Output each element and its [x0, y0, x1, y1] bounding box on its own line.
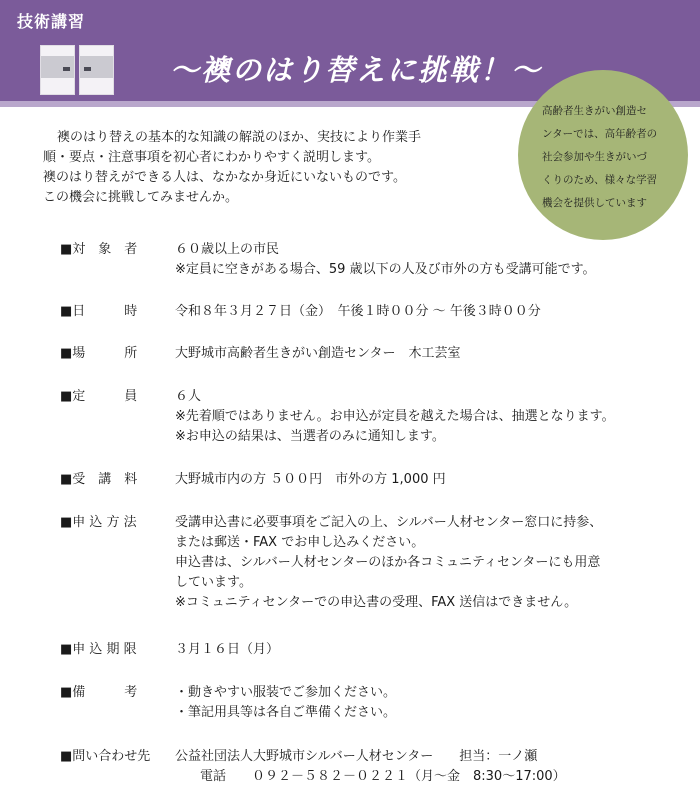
sliding-door-icon	[40, 45, 114, 95]
detail-label: ■問い合わせ先	[60, 749, 151, 764]
detail-label: ■受 講 料	[60, 472, 138, 487]
intro-text	[43, 128, 503, 208]
detail-label: ■場 所	[60, 346, 138, 361]
circle-line: 機会を提供しています	[542, 197, 647, 209]
detail-line: 受講申込書に必要事項をご記入の上、シルバー人材センター窓口に持参、	[175, 515, 603, 530]
intro-line: この機会に挑戦してみませんか。	[43, 190, 239, 205]
detail-value	[175, 747, 695, 787]
detail-label: ■対 象 者	[60, 242, 138, 257]
detail-line: ３月１６日（月）	[175, 642, 280, 657]
detail-line: ６人	[175, 389, 202, 404]
detail-line: ・筆記用具等は各自ご準備ください。	[175, 705, 397, 720]
detail-line: 大野城市高齢者生きがい創造センター 木工芸室	[175, 346, 461, 361]
detail-line: 令和８年３月２７日（金） 午後１時００分 ～ 午後３時００分	[175, 304, 541, 319]
detail-line: しています。	[175, 575, 252, 590]
detail-value	[175, 683, 695, 723]
detail-value	[175, 344, 695, 364]
circle-line: ンターでは、高年齢者の	[542, 128, 658, 140]
detail-line: 申込書は、シルバー人材センターのほか各コミュニティセンターにも用意	[175, 555, 601, 570]
circle-line: 社会参加や生きがいづ	[542, 151, 647, 163]
detail-line: ※お申込の結果は、当選者のみに通知します。	[175, 429, 445, 444]
right-door-panel	[79, 45, 114, 95]
detail-line: ※コミュニティセンターでの申込書の受理、FAX 送信はできません。	[175, 595, 578, 610]
detail-value	[175, 387, 695, 447]
detail-label: ■日 時	[60, 304, 138, 319]
detail-line: 公益社団法人大野城市シルバー人材センター 担当：一ノ瀬	[175, 749, 538, 764]
detail-line: 電話 ０９２－５８２－０２２１（月～金 8:30～17:00）	[200, 769, 566, 784]
intro-line: 順・要点・注意事項を初心者にわかりやすく説明します。	[43, 150, 380, 165]
left-door-panel	[40, 45, 75, 95]
detail-label: ■備 考	[60, 685, 138, 700]
detail-value	[175, 240, 695, 280]
detail-line: または郵送・FAX でお申し込みください。	[175, 535, 425, 550]
info-circle	[518, 70, 688, 240]
detail-line: ※先着順ではありません。お申込が定員を越えた場合は、抽選となります。	[175, 409, 615, 424]
detail-line: ６０歳以上の市民	[175, 242, 280, 257]
detail-value	[175, 513, 695, 613]
category-label: 技術講習	[17, 12, 86, 31]
door-handle-icon	[84, 67, 91, 71]
detail-label: ■定 員	[60, 389, 138, 404]
page-title: ～襖のはり替えに挑戦！～	[170, 53, 543, 87]
detail-line: ※定員に空きがある場合、59 歳以下の人及び市外の方も受講可能です。	[175, 262, 596, 277]
circle-line: くりのため、様々な学習	[542, 174, 658, 186]
intro-line: 襖のはり替えができる人は、なかなか身近にいないものです。	[43, 170, 406, 185]
detail-line: 大野城市内の方 ５００円 市外の方 1,000 円	[175, 472, 446, 487]
detail-value	[175, 640, 695, 660]
detail-label: ■申 込 期 限	[60, 642, 137, 657]
detail-line: ・動きやすい服装でご参加ください。	[175, 685, 397, 700]
intro-line: 襖のはり替えの基本的な知識の解説のほか、実技により作業手	[57, 130, 422, 145]
detail-value	[175, 470, 695, 490]
detail-value	[175, 302, 695, 322]
circle-line: 高齢者生きがい創造セ	[542, 105, 647, 117]
door-handle-icon	[63, 67, 70, 71]
detail-label: ■申 込 方 法	[60, 515, 137, 530]
